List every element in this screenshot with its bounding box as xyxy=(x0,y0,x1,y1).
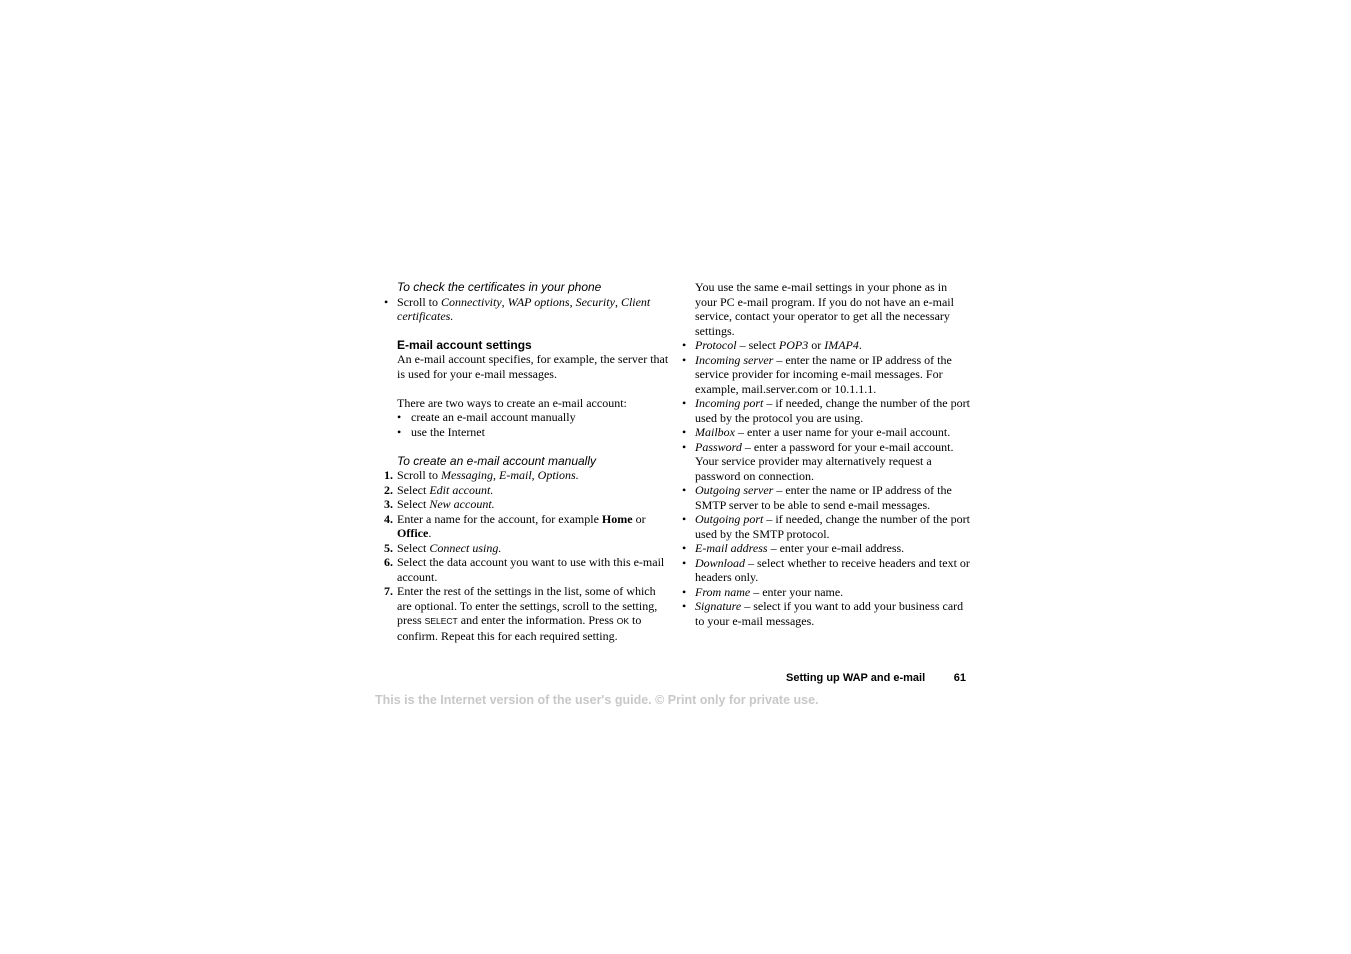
page-number: 61 xyxy=(953,672,966,684)
step-number: 6. xyxy=(384,555,393,569)
setting-term: Outgoing server xyxy=(695,483,774,497)
setting-term: Outgoing port xyxy=(695,512,764,526)
step-number: 1. xyxy=(384,468,393,482)
setting-term: Incoming port xyxy=(695,396,764,410)
bullet-marker: • xyxy=(682,338,687,352)
bullet-marker: • xyxy=(682,584,687,599)
step-number: 2. xyxy=(384,482,393,497)
bullet-marker: • xyxy=(682,541,687,555)
bullet-marker: • xyxy=(682,483,687,497)
menu-term: WAP options xyxy=(507,294,570,309)
text-run: . xyxy=(491,497,495,511)
setting-term: Protocol xyxy=(695,338,737,352)
text-run: . xyxy=(858,338,862,352)
bullet-marker: • xyxy=(682,439,687,454)
setting-term: Incoming server xyxy=(695,352,774,367)
bullet-marker: • xyxy=(384,294,389,309)
step-text: Select the data account you want to use with this e-mail account. xyxy=(397,555,665,584)
text-run: to confirm. Repeat this for each required setting. xyxy=(397,613,642,643)
bullet-marker: • xyxy=(397,410,402,424)
text-run: Select xyxy=(397,540,430,555)
text-run: . xyxy=(450,309,454,323)
setting-item-signature xyxy=(682,599,972,628)
list-item xyxy=(397,425,670,440)
cert-bullet-item xyxy=(384,295,670,324)
setting-term: Mailbox xyxy=(695,425,735,439)
text-run: – select xyxy=(736,338,779,352)
step-text xyxy=(397,584,670,643)
page-footer xyxy=(786,671,966,685)
step-text xyxy=(397,497,670,512)
text-run: Scroll to xyxy=(397,294,441,309)
text-run: Select xyxy=(397,497,430,511)
step-item xyxy=(384,483,670,498)
setting-text xyxy=(695,512,972,541)
setting-term: Password xyxy=(695,439,742,454)
example-name: Office xyxy=(397,526,429,540)
step-text xyxy=(397,483,670,498)
menu-term: Options xyxy=(537,468,576,482)
text-run: Select xyxy=(397,482,430,497)
menu-term: POP3 xyxy=(778,338,809,352)
ways-intro-paragraph: There are two ways to create an e-mail account: xyxy=(397,395,627,410)
email-intro-paragraph: An e-mail account specifies, for example, the server that is used for your e-mail messages. xyxy=(397,352,669,381)
menu-term: Connectivity xyxy=(441,294,502,309)
step-item xyxy=(384,497,670,512)
step-item xyxy=(384,468,670,483)
create-account-heading: To create an e-mail account manually xyxy=(397,453,596,468)
list-item-text: use the Internet xyxy=(411,424,485,439)
setting-item-outgoing-port xyxy=(682,512,972,541)
step-number: 4. xyxy=(384,511,393,526)
setting-item-incoming-server xyxy=(682,353,972,397)
text-run: – if needed, change the number of the port used by the SMTP protocol. xyxy=(695,512,970,541)
setting-term: From name xyxy=(695,584,751,599)
step-text xyxy=(397,468,670,483)
list-item-text: create an e-mail account manually xyxy=(411,410,576,424)
right-column xyxy=(682,280,972,628)
cert-heading: To check the certificates in your phone xyxy=(397,280,602,294)
setting-item-outgoing-server xyxy=(682,483,972,512)
text-run: – enter your name. xyxy=(750,584,844,599)
text-run: Enter a name for the account, for example xyxy=(397,511,602,526)
watermark-notice: This is the Internet version of the user's guide. © Print only for private use. xyxy=(375,693,819,707)
text-run: , xyxy=(531,468,538,482)
text-run: – enter a user name for your e-mail account. xyxy=(735,425,951,439)
setting-text xyxy=(695,353,972,397)
text-run: , xyxy=(614,294,621,309)
list-item xyxy=(397,410,670,425)
bullet-marker: • xyxy=(682,555,687,570)
text-run: Enter the rest of the settings in the list, some of which are optional. To enter the settings, scroll to the setting, press xyxy=(397,584,658,627)
setting-text xyxy=(695,440,972,484)
setting-text xyxy=(695,483,972,512)
step-text xyxy=(397,541,670,556)
text-run: – enter a password for your e-mail account. Your service provider may alternatively request a password on connection. xyxy=(695,439,954,483)
menu-term: Edit account xyxy=(429,482,491,497)
select-key-label: SELECT xyxy=(424,616,458,626)
text-run: . xyxy=(498,540,502,555)
menu-term: New account xyxy=(429,497,492,511)
setting-text xyxy=(695,541,972,556)
step-item xyxy=(384,555,670,584)
text-run: , xyxy=(493,468,499,482)
setting-item-incoming-port xyxy=(682,396,972,425)
text-run: – enter the name or IP address of the service provider for incoming e-mail messages. For example, mail.server.com or 10.1.1.1. xyxy=(695,352,952,396)
text-run: or xyxy=(632,511,646,526)
text-run: Scroll to xyxy=(397,468,441,482)
step-text xyxy=(397,512,670,541)
text-run: . xyxy=(575,468,579,482)
setting-item-protocol xyxy=(682,338,972,353)
text-run: – enter your e-mail address. xyxy=(767,541,905,555)
setting-item-mailbox xyxy=(682,425,972,440)
text-run: . xyxy=(490,482,494,497)
text-run: . xyxy=(428,526,432,540)
setting-term: Download xyxy=(695,555,746,570)
setting-text xyxy=(695,396,972,425)
bullet-marker: • xyxy=(682,352,687,367)
bullet-marker: • xyxy=(682,396,687,410)
footer-section-title: Setting up WAP and e-mail xyxy=(786,672,926,684)
bullet-marker: • xyxy=(397,424,402,439)
menu-term: Security xyxy=(575,294,615,309)
ok-key-label: OK xyxy=(616,616,629,626)
left-column xyxy=(384,280,670,643)
bullet-marker: • xyxy=(682,512,687,526)
setting-text xyxy=(695,338,972,353)
text-run: – select whether to receive headers and text or headers only. xyxy=(695,555,970,584)
bullet-marker: • xyxy=(682,425,687,439)
text-run: – if needed, change the number of the port used by the protocol you are using. xyxy=(695,396,970,425)
text-run: , xyxy=(569,294,576,309)
text-run: or xyxy=(808,338,825,352)
setting-text xyxy=(695,585,972,600)
text-run: – enter the name or IP address of the SMTP server to be able to send e-mail messages. xyxy=(695,483,952,512)
text-run: – select if you want to add your business card to your e-mail messages. xyxy=(695,599,964,628)
text-run: , xyxy=(501,294,508,309)
menu-term: Messaging xyxy=(441,468,493,482)
settings-intro-paragraph: You use the same e-mail settings in your phone as in your PC e-mail program. If you do not have an e-mail service, contact your operator to get all the necessary settings. xyxy=(695,280,954,338)
setting-text xyxy=(695,556,972,585)
text-run: and enter the information. Press xyxy=(457,613,617,627)
menu-term: Client certificates xyxy=(397,294,651,323)
step-item xyxy=(384,512,670,541)
step-number: 7. xyxy=(384,584,393,598)
example-name: Home xyxy=(601,511,633,526)
step-item xyxy=(384,584,670,643)
setting-item-from-name xyxy=(682,585,972,600)
step-number: 5. xyxy=(384,540,393,555)
setting-term: E-mail address xyxy=(695,541,768,555)
menu-term: IMAP4 xyxy=(824,338,859,352)
setting-item-password xyxy=(682,440,972,484)
setting-item-email-address xyxy=(682,541,972,556)
step-item xyxy=(384,541,670,556)
bullet-marker: • xyxy=(682,599,687,613)
setting-term: Signature xyxy=(695,599,742,613)
menu-term: E-mail xyxy=(499,468,532,482)
cert-bullet-text xyxy=(397,295,670,324)
setting-text xyxy=(695,425,972,440)
step-number: 3. xyxy=(384,497,393,511)
menu-term: Connect using xyxy=(429,540,499,555)
email-settings-heading: E-mail account settings xyxy=(397,337,532,352)
setting-item-download xyxy=(682,556,972,585)
setting-text xyxy=(695,599,972,628)
